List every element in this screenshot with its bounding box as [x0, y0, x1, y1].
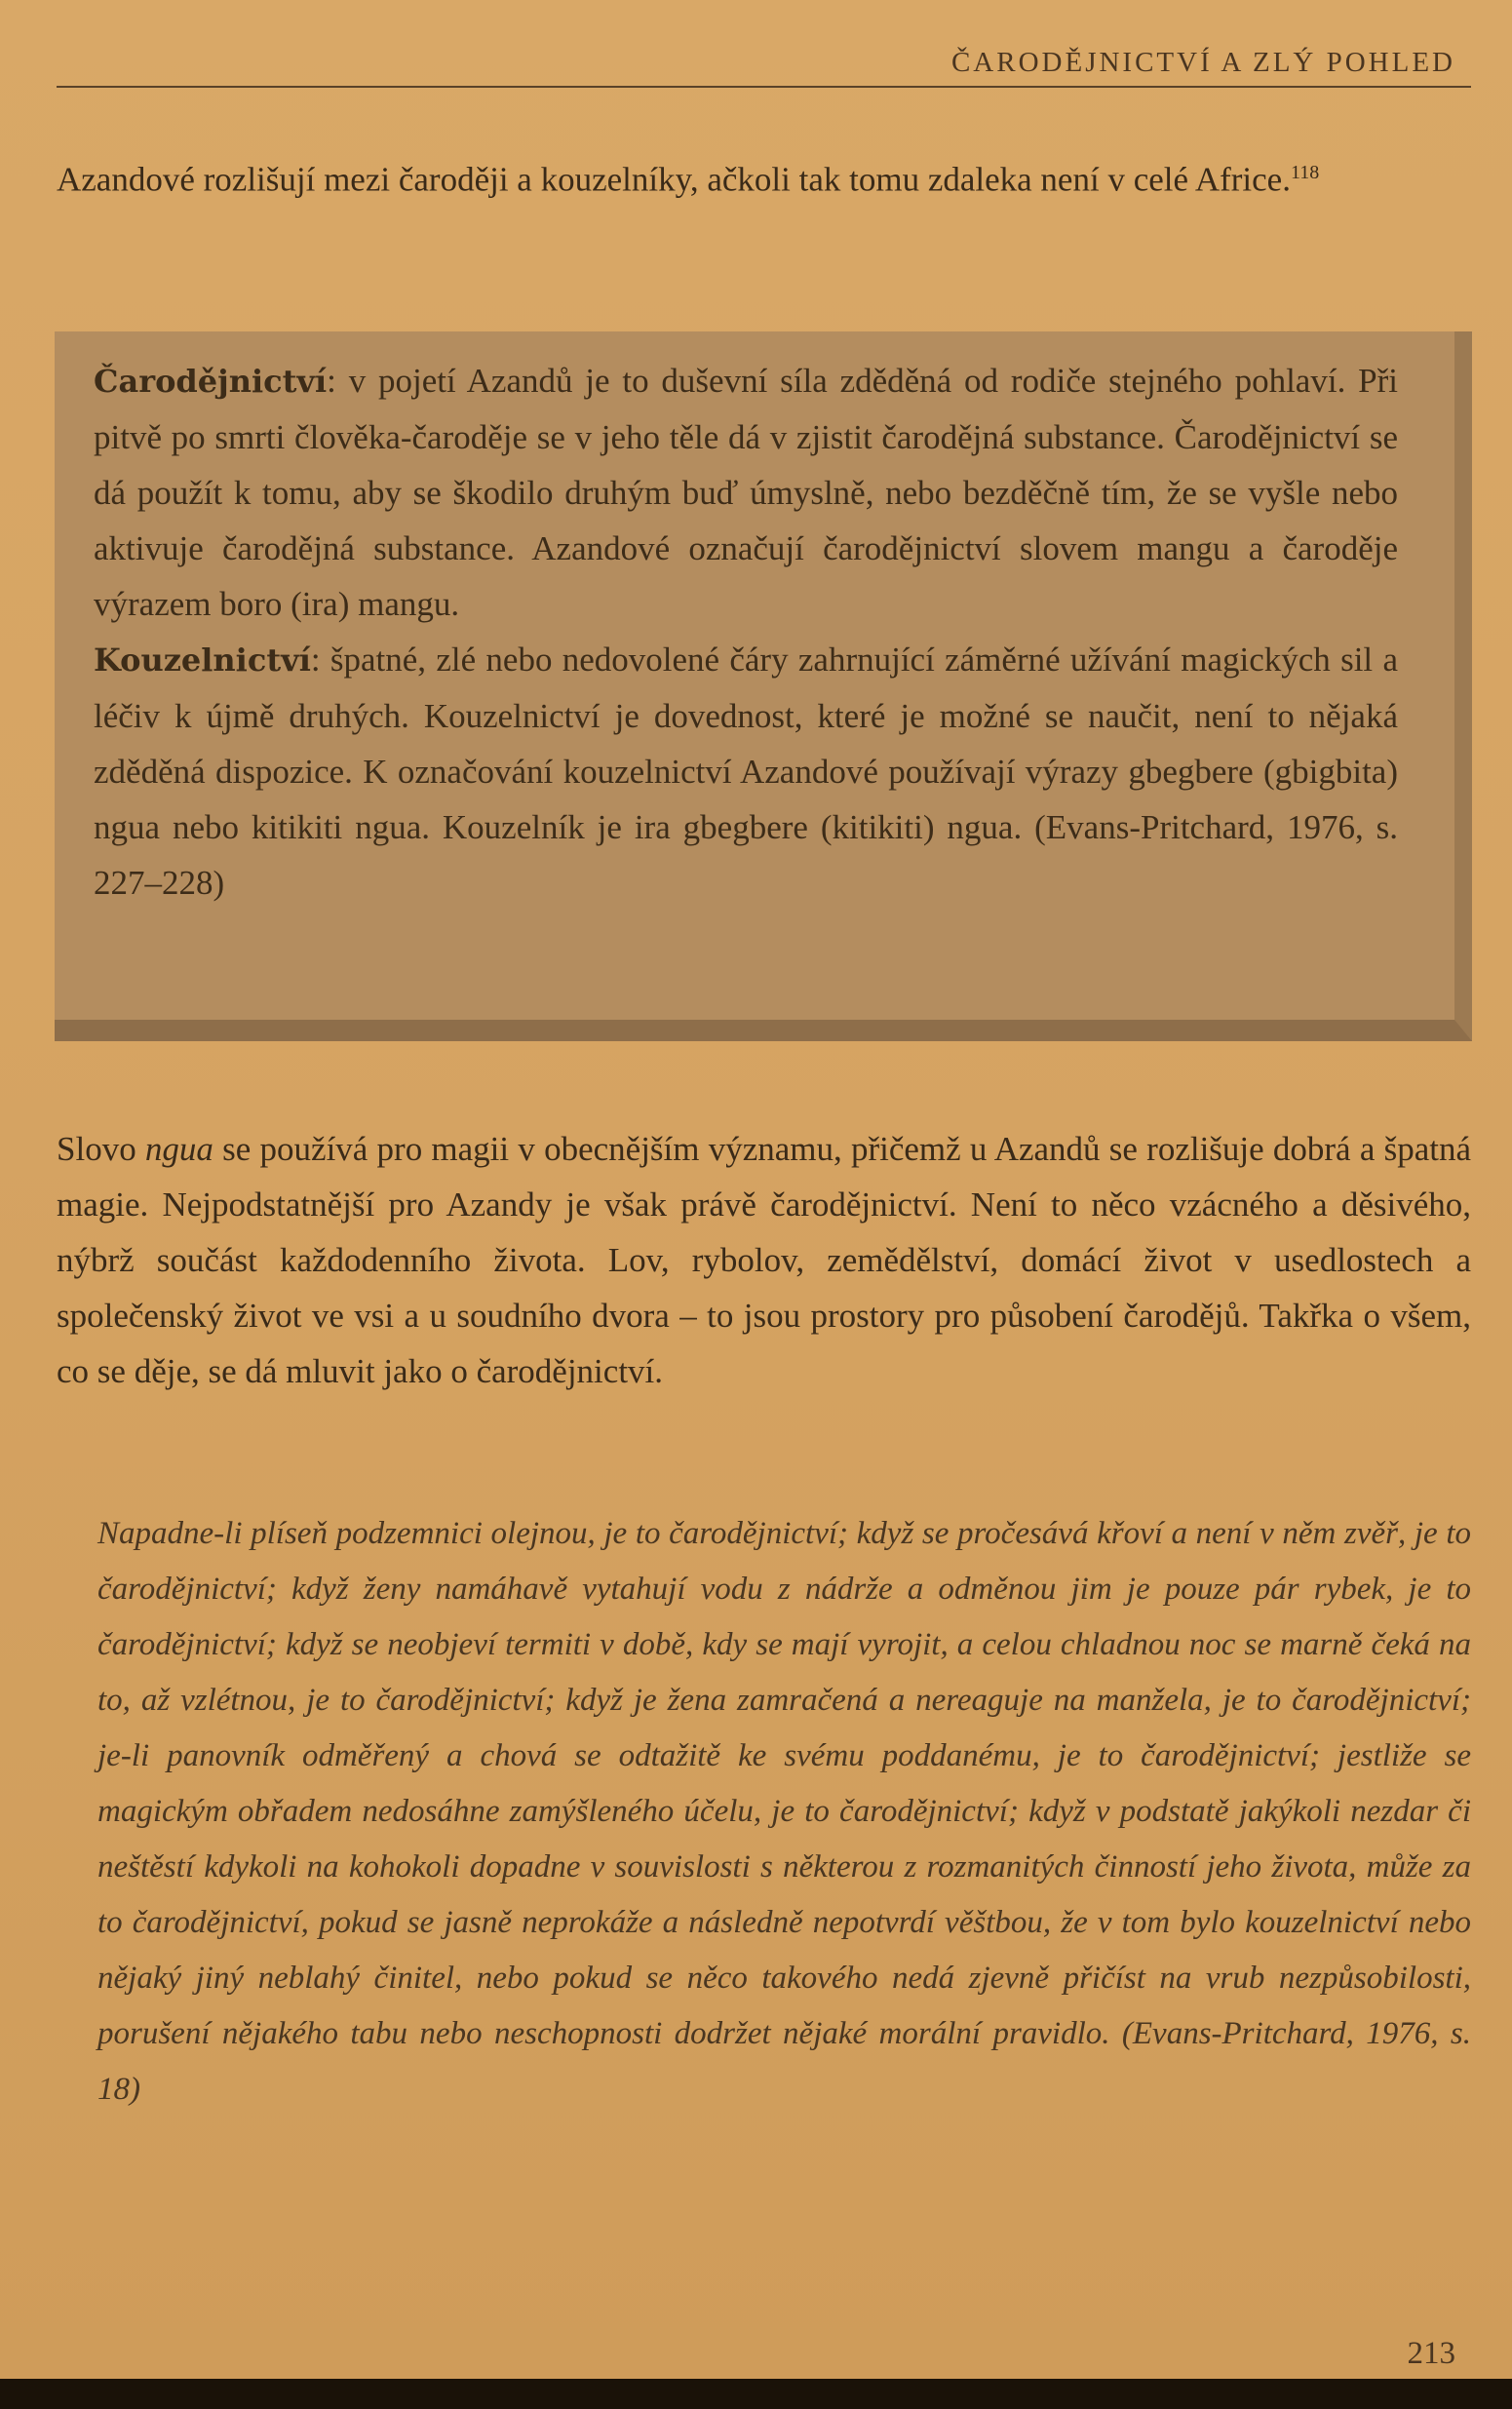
page-number: 213: [1407, 2336, 1455, 2371]
body-text-rest: se používá pro magii v obecnějším významu, přičemž u Azandů se rozlišuje dobrá a špatná magie. Nejpodstatnější pro Azandy je však právě čarodějnictví. Není to něco vzácného a děsivého, nýbrž součást každodenního života. Lov, rybolov, zemědělství, domácí život v usedlostech a společenský život ve vsi a u soudního dvora – to jsou prostory pro působení čarodějů. Takřka o všem, co se děje, se dá mluvit jako o čarodějnictví.: [57, 1130, 1471, 1390]
running-head: ČARODĚJNICTVÍ A ZLÝ POHLED: [950, 47, 1455, 78]
intro-text: Azandové rozlišují mezi čaroději a kouzelníky, ačkoli tak tomu zdaleka není v celé Africe.: [57, 160, 1291, 199]
sorcery-term: Kouzelnictví: [94, 641, 311, 679]
witchcraft-term: Čarodějnictví: [94, 363, 328, 400]
footnote-marker: 118: [1290, 162, 1320, 183]
sorcery-text: : špatné, zlé nebo nedovolené čáry zahrnující záměrné užívání magických sil a léčiv k újmě druhých. Kouzelnictví je dovednost, které je možné se naučit, není to nějaká zděděná dispozice. K označování kouzelnictví Azandové používají výrazy gbegbere (gbigbita) ngua nebo kitikiti ngua. Kouzelník je ira gbegbere (kitikiti) ngua. (Evans-Pritchard, 1976, s. 227–228): [94, 641, 1398, 902]
sorcery-definition: [94, 632, 1398, 911]
witchcraft-text: : v pojetí Azandů je to duševní síla zděděná od rodiče stejného pohlaví. Při pitvě po smrti člověka-čaroděje se v jeho těle dá v zjistit čarodějná substance. Čarodějnictví se dá použít k tomu, aby se škodilo druhým buď úmyslně, nebo bezděčně tím, že se vyšle nebo aktivuje čarodějná substance. Azandové označují čarodějnictví slovem mangu a čaroděje výrazem boro (ira) mangu.: [94, 362, 1398, 623]
body-text-start: Slovo: [57, 1130, 145, 1168]
body-paragraph: [57, 1121, 1471, 1399]
witchcraft-definition: [94, 353, 1398, 632]
body-term-italic: ngua: [144, 1130, 213, 1168]
header-rule: [57, 86, 1471, 88]
definition-box: [55, 331, 1472, 1041]
block-quote: Napadne-li plíseň podzemnici olejnou, je to čarodějnictví; když se pročesává křoví a není v něm zvěř, je to čarodějnictví; když ženy namáhavě vytahují vodu z nádrže a odměnou jim je pouze pár rybek, je to čarodějnictví; když se neobjeví termiti v době, kdy se mají vyrojit, a celou chladnou noc se marně čeká na to, až vzlétnou, je to čarodějnictví; když je žena zamračená a nereaguje na manžela, je to čarodějnictví; je-li panovník odměřený a chová se odtažitě ke svému poddanému, je to čarodějnictví; jestliže se magickým obřadem nedosáhne zamýšleného účelu, je to čarodějnictví; když v podstatě jakýkoli nezdar či neštěstí kdykoli na kohokoli dopadne v souvislosti s některou z rozmanitých činností jeho života, může za to čarodějnictví, pokud se jasně neprokáže a následně nepotvrdí věštbou, že v tom bylo kouzelnictví nebo nějaký jiný neblahý činitel, nebo pokud se něco takového nedá zjevně přičíst na vrub nezpůsobilosti, porušení nějakého tabu nebo neschopnosti dodržet nějaké morální pravidlo. (Evans-Pritchard, 1976, s. 18): [97, 1516, 1471, 2107]
intro-paragraph: [57, 146, 1471, 207]
